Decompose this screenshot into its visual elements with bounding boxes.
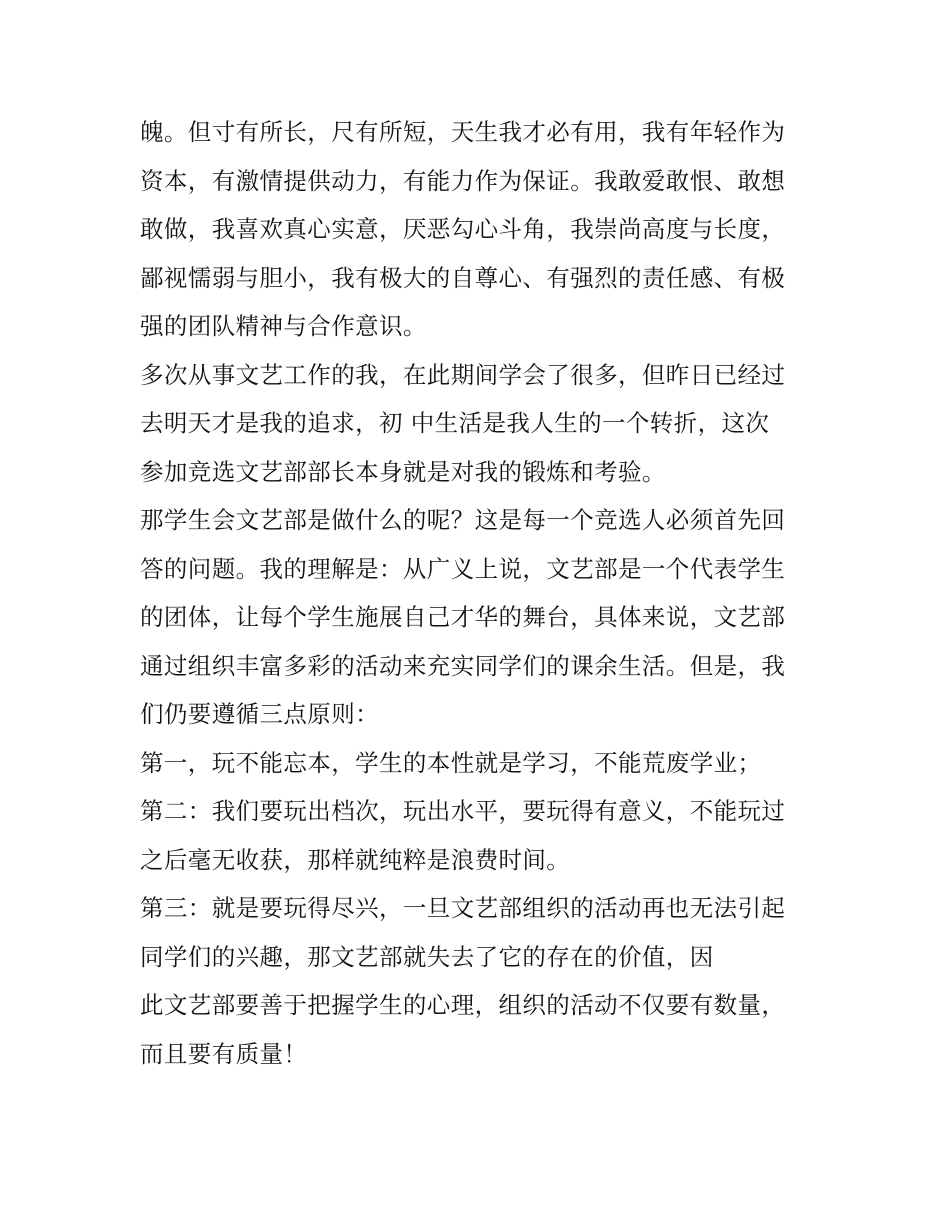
- text-line: 参加竞选文艺部部长本身就是对我的锻炼和考验。: [140, 457, 666, 486]
- text-line: 第三：就是要玩得尽兴，一旦文艺部组织的活动再也无法引起: [140, 894, 786, 922]
- text-line: 第二：我们要玩出档次，玩出水平，要玩得有意义，不能玩过: [140, 797, 786, 825]
- text-line: 此文艺部要善于把握学生的心理，组织的活动不仅要有数量，: [140, 991, 786, 1019]
- text-line: 同学们的兴趣，那文艺部就失去了它的存在的价值，因: [140, 942, 714, 971]
- text-line: 通过组织丰富多彩的活动来充实同学们的课余生活。但是，我: [140, 651, 786, 680]
- text-line: 敢做，我喜欢真心实意，厌恶勾心斗角，我崇尚高度与长度，: [140, 215, 786, 243]
- text-line: 魄。但寸有所长，尺有所短，天生我才必有用，我有年轻作为: [140, 118, 786, 146]
- text-line: 们仍要遵循三点原则：: [140, 700, 379, 728]
- document-body: [140, 108, 820, 1078]
- text-line: 去明天才是我的追求，初 中生活是我人生的一个转折，这次: [140, 409, 770, 437]
- text-line: 多次从事文艺工作的我，在此期间学会了很多，但昨日已经过: [140, 360, 786, 389]
- text-line: 的团体，让每个学生施展自己才华的舞台，具体来说，文艺部: [140, 603, 786, 631]
- text-line: 第一，玩不能忘本，学生的本性就是学习，不能荒废学业；: [140, 748, 762, 777]
- text-line: 答的问题。我的理解是：从广义上说，文艺部是一个代表学生: [140, 554, 786, 583]
- text-line: 资本，有激情提供动力，有能力作为保证。我敢爱敢恨、敢想: [140, 166, 786, 195]
- text-line: 那学生会文艺部是做什么的呢？这是每一个竞选人必须首先回: [140, 506, 786, 534]
- text-line: 鄙视懦弱与胆小，我有极大的自尊心、有强烈的责任感、有极: [140, 263, 786, 292]
- text-line: 强的团队精神与合作意识。: [140, 312, 427, 340]
- text-line: 之后毫无收获，那样就纯粹是浪费时间。: [140, 845, 571, 874]
- text-line: 而且要有质量！: [140, 1039, 308, 1068]
